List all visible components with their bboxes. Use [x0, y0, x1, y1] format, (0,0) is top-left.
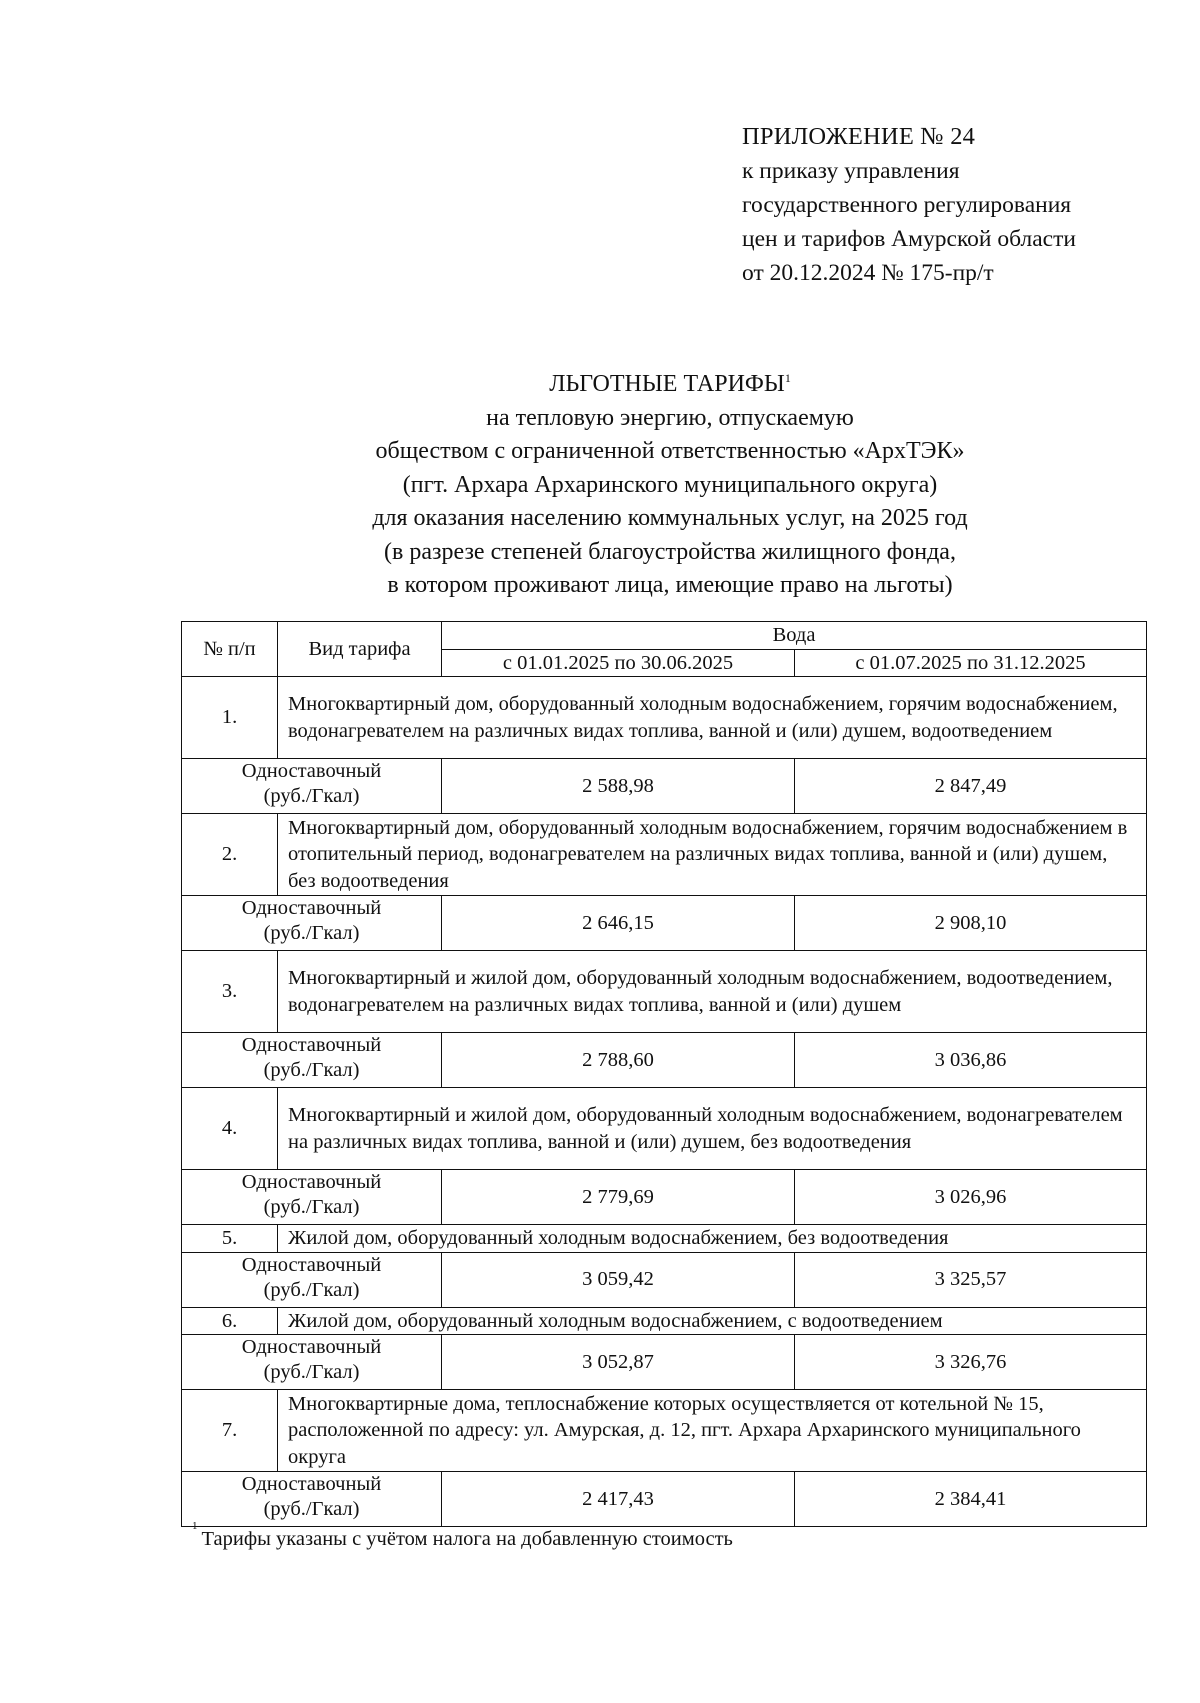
rate-type [182, 1335, 442, 1390]
row-number: 3. [182, 951, 278, 1033]
table-header-row [182, 622, 1147, 650]
rate-type [182, 1472, 442, 1527]
footnote-text: Тарифы указаны с учётом налога на добавленную стоимость [201, 1528, 733, 1550]
rate-unit-label: (руб./Гкал) [263, 1059, 360, 1081]
row-description: Жилой дом, оборудованный холодным водоснабжением, без водоотведения [278, 1225, 1147, 1253]
tariff-value-period-1: 2 417,43 [442, 1472, 795, 1527]
rate-row [182, 1033, 1147, 1088]
table-body [182, 677, 1147, 1527]
row-number: 7. [182, 1390, 278, 1472]
title-main [120, 368, 1200, 402]
row-description: Многоквартирный дом, оборудованный холодным водоснабжением, горячим водоснабжением, водонагревателем на различных видах топлива, ванной и (или) душем, водоотведением [278, 677, 1147, 759]
row-number: 2. [182, 814, 278, 896]
category-row [182, 677, 1147, 759]
tariff-value-period-2: 3 325,57 [795, 1252, 1147, 1307]
title-line: (пгт. Архара Архаринского муниципального округа) [402, 471, 938, 498]
document-title [120, 368, 1200, 603]
rate-unit-label: (руб./Гкал) [263, 785, 360, 807]
rate-unit-label: (руб./Гкал) [263, 1498, 360, 1520]
tariff-value-period-1: 2 588,98 [442, 759, 795, 814]
appendix-line: цен и тарифов Амурской области [742, 226, 1076, 252]
footnote [192, 1520, 733, 1551]
row-description: Жилой дом, оборудованный холодным водоснабжением, с водоотведением [278, 1307, 1147, 1335]
appendix-order-date: от 20.12.2024 № 175-пр/т [742, 260, 994, 286]
rate-row [182, 896, 1147, 951]
appendix-line: государственного регулирования [742, 192, 1072, 218]
title-line: (в разрезе степеней благоустройства жилищного фонда, [384, 538, 956, 565]
rate-type-label: Одноставочный [241, 1253, 382, 1276]
rate-row [182, 759, 1147, 814]
tariff-value-period-2: 3 036,86 [795, 1033, 1147, 1088]
tariff-table [181, 621, 1147, 1527]
rate-type-label: Одноставочный [241, 1473, 382, 1495]
rate-type-label: Одноставочный [241, 760, 382, 782]
rate-unit-label: (руб./Гкал) [263, 1196, 360, 1218]
row-number: 4. [182, 1088, 278, 1170]
category-row [182, 1390, 1147, 1472]
row-number: 1. [182, 677, 278, 759]
tariff-value-period-2: 2 384,41 [795, 1472, 1147, 1527]
tariff-value-period-1: 2 788,60 [442, 1033, 795, 1088]
header-tariff-type: Вид тарифа [278, 622, 442, 677]
row-description: Многоквартирный дом, оборудованный холодным водоснабжением, горячим водоснабжением в отопительный период, водонагревателем на различных видах топлива, ванной и (или) душем, без водоотведения [278, 814, 1147, 896]
row-description: Многоквартирный и жилой дом, оборудованный холодным водоснабжением, водонагревателем на различных видах топлива, ванной и (или) душем, без водоотведения [278, 1088, 1147, 1170]
tariff-value-period-1: 3 052,87 [442, 1335, 795, 1390]
title-line: на тепловую энергию, отпускаемую [486, 404, 854, 431]
category-row [182, 1225, 1147, 1253]
row-number: 6. [182, 1307, 278, 1335]
rate-row [182, 1335, 1147, 1390]
rate-type [182, 759, 442, 814]
row-description: Многоквартирные дома, теплоснабжение которых осуществляется от котельной № 15, расположенной по адресу: ул. Амурская, д. 12, пгт. Архара Архаринского муниципального округа [278, 1390, 1147, 1472]
appendix-line: к приказу управления [742, 158, 960, 184]
header-period-1: с 01.01.2025 по 30.06.2025 [442, 649, 795, 677]
rate-type [182, 1252, 442, 1307]
rate-type [182, 1033, 442, 1088]
title-text: ЛЬГОТНЫЕ ТАРИФЫ [549, 371, 785, 397]
row-number: 5. [182, 1225, 278, 1253]
rate-row [182, 1252, 1147, 1307]
appendix-number: ПРИЛОЖЕНИЕ № 24 [742, 123, 976, 150]
rate-type [182, 1170, 442, 1225]
tariff-value-period-2: 3 326,76 [795, 1335, 1147, 1390]
rate-unit-label: (руб./Гкал) [263, 1278, 360, 1301]
rate-type-label: Одноставочный [241, 1336, 382, 1358]
title-line: в котором проживают лица, имеющие право на льготы) [387, 572, 953, 598]
row-description: Многоквартирный и жилой дом, оборудованный холодным водоснабжением, водоотведением, водонагревателем на различных видах топлива, ванной и (или) душем [278, 951, 1147, 1033]
header-water: Вода [442, 622, 1147, 650]
title-line: обществом с ограниченной ответственностью «АрхТЭК» [375, 438, 965, 464]
category-row [182, 814, 1147, 896]
tariff-value-period-1: 2 646,15 [442, 896, 795, 951]
rate-type-label: Одноставочный [241, 1034, 382, 1056]
rate-unit-label: (руб./Гкал) [263, 922, 360, 944]
category-row [182, 1088, 1147, 1170]
rate-row [182, 1472, 1147, 1527]
rate-row [182, 1170, 1147, 1225]
header-period-2: с 01.07.2025 по 31.12.2025 [795, 649, 1147, 677]
category-row [182, 951, 1147, 1033]
appendix-header [742, 120, 1076, 290]
tariff-value-period-1: 3 059,42 [442, 1252, 795, 1307]
tariff-value-period-1: 2 779,69 [442, 1170, 795, 1225]
rate-unit-label: (руб./Гкал) [263, 1361, 360, 1383]
rate-type-label: Одноставочный [241, 1171, 382, 1193]
rate-type [182, 896, 442, 951]
category-row [182, 1307, 1147, 1335]
title-line: для оказания населению коммунальных услуг, на 2025 год [372, 505, 968, 531]
tariff-value-period-2: 2 908,10 [795, 896, 1147, 951]
header-num: № п/п [182, 622, 278, 677]
tariff-value-period-2: 2 847,49 [795, 759, 1147, 814]
tariff-value-period-2: 3 026,96 [795, 1170, 1147, 1225]
title-footnote-mark: 1 [784, 371, 791, 385]
rate-type-label: Одноставочный [241, 897, 382, 919]
footnote-mark: 1 [192, 1520, 198, 1533]
